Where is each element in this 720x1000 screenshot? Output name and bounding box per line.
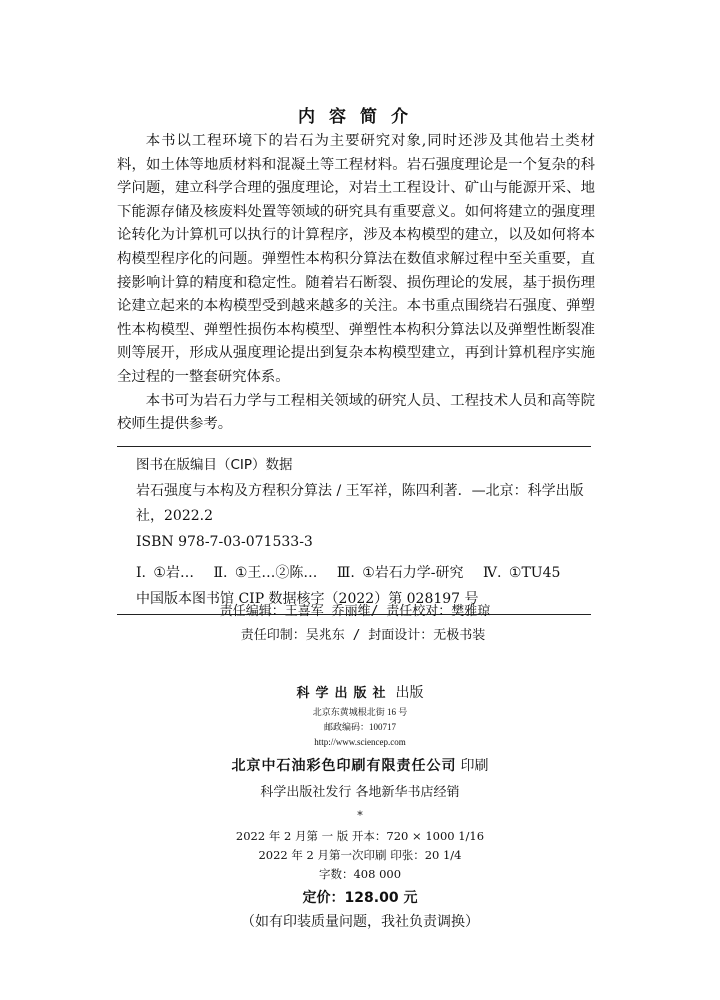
- abstract-paragraph-2: 本书可为岩石力学与工程相关领域的研究人员、工程技术人员和高等院校师生提供参考。: [117, 392, 595, 433]
- separator-star: *: [357, 809, 363, 822]
- cip-class-item: Ⅲ. ①岩石力学-研究: [336, 564, 464, 581]
- impression-info: [0, 827, 720, 884]
- publisher-url: http://www.sciencep.com: [314, 737, 406, 747]
- publisher-name: 科学出版社: [296, 686, 392, 701]
- cip-isbn: ISBN 978-7-03-071533-3: [136, 534, 313, 550]
- printer-name: 北京中石油彩色印刷有限责任公司: [231, 758, 457, 774]
- edition-line: 2022 年 2 月第 一 版 开本：720 × 1000 1/16: [235, 829, 485, 843]
- printer-action: 印刷: [460, 758, 489, 774]
- credits-line-editors: 责任编辑：王喜军 乔丽维/ 责任校对：樊雅琼: [219, 604, 491, 619]
- page-title: 内容简介: [298, 107, 422, 127]
- word-count: 字数：408 000: [318, 867, 402, 881]
- cip-class-item: Ⅳ. ①TU45: [483, 564, 561, 581]
- publisher-action: 出版: [395, 685, 424, 701]
- cip-block: [117, 446, 591, 615]
- distribution-line: 科学出版社发行 各地新华书店经销: [260, 785, 460, 800]
- credits-line-production: 责任印制：吴兆东 / 封面设计：无极书装: [240, 628, 486, 643]
- publisher-postcode: 邮政编码：100717: [323, 722, 396, 732]
- book-abstract: [117, 130, 595, 437]
- publication-info: [0, 682, 720, 933]
- replacement-note: （如有印装质量问题，我社负责调换）: [241, 914, 479, 930]
- cip-book-entry: 岩石强度与本构及方程积分算法 / 王军祥，陈四利著．—北京：科学出版社，2022.2: [136, 483, 584, 524]
- abstract-paragraph-1: 本书以工程环境下的岩石为主要研究对象,同时还涉及其他岩土类材料，如土体等地质材料和混凝土等工程材料。岩石强度理论是一个复杂的科学问题，建立科学合理的强度理论，对岩土工程设计、矿山与能源开采、地下能源存储及核废料处置等领域的研究具有重要意义。如何将建立的强度理论转化为计算机可以执行的计算程序，涉及本构模型的建立，以及如何将本构模型程序化的问题。弹塑性本构积分算法在数值求解过程中至关重要，直接影响计算的精度和稳定性。随着岩石断裂、损伤理论的发展，基于损伤理论建立起来的本构模型受到越来越多的关注。本书重点围绕岩石强度、弹塑性本构模型、弹塑性损伤本构模型、弹塑性本构积分算法以及弹塑性断裂准则等展开，形成从强度理论提出到复杂本构模型建立，再到计算机程序实施全过程的一整套研究体系。: [117, 133, 595, 385]
- printing-line: 2022 年 2 月第一次印刷 印张：20 1/4: [258, 848, 462, 862]
- cip-class-item: Ⅱ. ①王…②陈…: [213, 564, 318, 581]
- publisher-line: [0, 682, 720, 705]
- printer-line: [0, 754, 720, 778]
- cip-class-item: Ⅰ. ①岩…: [136, 564, 194, 581]
- publisher-address: 北京东黄城根北街 16 号: [312, 707, 408, 717]
- editorial-credits: [0, 600, 720, 648]
- cip-classification: [117, 561, 591, 586]
- price: 定价：128.00 元: [302, 890, 418, 906]
- cip-heading: 图书在版编目（CIP）数据: [136, 457, 293, 473]
- cip-check-number: 中国版本图书馆 CIP 数据核字（2022）第 028197 号: [136, 591, 479, 607]
